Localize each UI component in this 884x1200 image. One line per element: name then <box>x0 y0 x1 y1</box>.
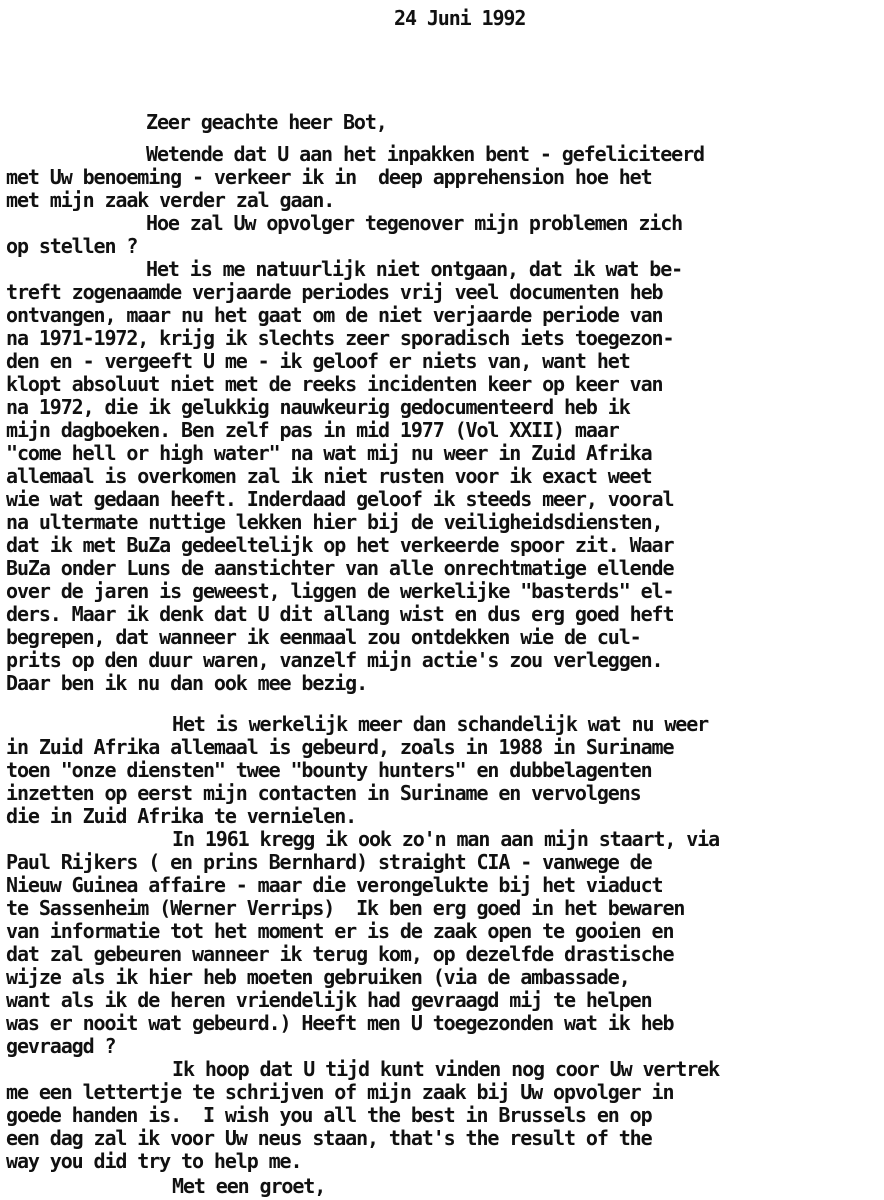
text-line: Ik hoop dat U tijd kunt vinden nog coor Uw vertrek <box>172 1057 720 1081</box>
text-line: van informatie tot het moment er is de zaak open te gooien en <box>6 919 674 943</box>
text-line: na 1972, die ik gelukkig nauwkeurig gedocumenteerd heb ik <box>6 395 630 419</box>
text-line: na ultermate nuttige lekken hier bij de veiligheidsdiensten, <box>6 510 663 534</box>
text-line: te Sassenheim (Werner Verrips) Ik ben erg goed in het bewaren <box>6 896 685 920</box>
text-line: "come hell or high water" na wat mij nu weer in Zuid Afrika <box>6 441 652 465</box>
text-line: na 1971-1972, krijg ik slechts zeer sporadisch iets toegezon- <box>6 326 674 350</box>
text-line: Nieuw Guinea affaire - maar die verongelukte bij het viaduct <box>6 873 663 897</box>
text-line: dat ik met BuZa gedeeltelijk op het verkeerde spoor zit. Waar <box>6 533 674 557</box>
text-line: Paul Rijkers ( en prins Bernhard) straight CIA - vanwege de <box>6 850 652 874</box>
text-line: me een lettertje te schrijven of mijn zaak bij Uw opvolger in <box>6 1080 674 1104</box>
text-line: Het is me natuurlijk niet ontgaan, dat ik wat be- <box>146 257 683 281</box>
text-line: want als ik de heren vriendelijk had gevraagd mij te helpen <box>6 988 652 1012</box>
text-line: inzetten op eerst mijn contacten in Suriname en vervolgens <box>6 781 641 805</box>
salutation: Zeer geachte heer Bot, <box>146 110 387 134</box>
letter-date: 24 Juni 1992 <box>394 6 526 30</box>
text-line: met Uw benoeming - verkeer ik in deep apprehension hoe het <box>6 165 652 189</box>
text-line: dat zal gebeuren wanneer ik terug kom, op dezelfde drastische <box>6 942 674 966</box>
text-line: over de jaren is geweest, liggen de werkelijke "basterds" el- <box>6 579 674 603</box>
text-line: was er nooit wat gebeurd.) Heeft men U toegezonden wat ik heb <box>6 1011 674 1035</box>
text-line: way you did try to help me. <box>6 1149 302 1173</box>
text-line: met mijn zaak verder zal gaan. <box>6 188 335 212</box>
text-line: klopt absoluut niet met de reeks incidenten keer op keer van <box>6 372 663 396</box>
text-line: ontvangen, maar nu het gaat om de niet verjaarde periode van <box>6 303 663 327</box>
text-line: die in Zuid Afrika te vernielen. <box>6 804 357 828</box>
text-line: Het is werkelijk meer dan schandelijk wat nu weer <box>172 712 709 736</box>
text-line: allemaal is overkomen zal ik niet rusten voor ik exact weet <box>6 464 652 488</box>
text-line: treft zogenaamde verjaarde periodes vrij veel documenten heb <box>6 280 663 304</box>
text-line: den en - vergeeft U me - ik geloof er niets van, want het <box>6 349 630 373</box>
text-line: In 1961 kregg ik ook zo'n man aan mijn staart, via <box>172 827 720 851</box>
text-line: een dag zal ik voor Uw neus staan, that's the result of the <box>6 1126 652 1150</box>
text-line: wie wat gedaan heeft. Inderdaad geloof ik steeds meer, vooral <box>6 487 674 511</box>
text-line: wijze als ik hier heb moeten gebruiken (via de ambassade, <box>6 965 630 989</box>
text-line: BuZa onder Luns de aanstichter van alle onrechtmatige ellende <box>6 556 674 580</box>
text-line: Wetende dat U aan het inpakken bent - gefeliciteerd <box>146 142 704 166</box>
closing: Met een groet, <box>172 1174 326 1198</box>
text-line: begrepen, dat wanneer ik eenmaal zou ontdekken wie de cul- <box>6 625 641 649</box>
text-line: Hoe zal Uw opvolger tegenover mijn problemen zich <box>146 211 683 235</box>
text-line: mijn dagboeken. Ben zelf pas in mid 1977 (Vol XXII) maar <box>6 418 619 442</box>
text-line: ders. Maar ik denk dat U dit allang wist en dus erg goed heft <box>6 602 674 626</box>
text-line: prits op den duur waren, vanzelf mijn actie's zou verleggen. <box>6 648 663 672</box>
text-line: op stellen ? <box>6 234 138 258</box>
text-line: in Zuid Afrika allemaal is gebeurd, zoals in 1988 in Suriname <box>6 735 674 759</box>
text-line: gevraagd ? <box>6 1034 116 1058</box>
text-line: Daar ben ik nu dan ook mee bezig. <box>6 671 368 695</box>
text-line: goede handen is. I wish you all the best in Brussels en op <box>6 1103 652 1127</box>
text-line: toen "onze diensten" twee "bounty hunters" en dubbelagenten <box>6 758 652 782</box>
